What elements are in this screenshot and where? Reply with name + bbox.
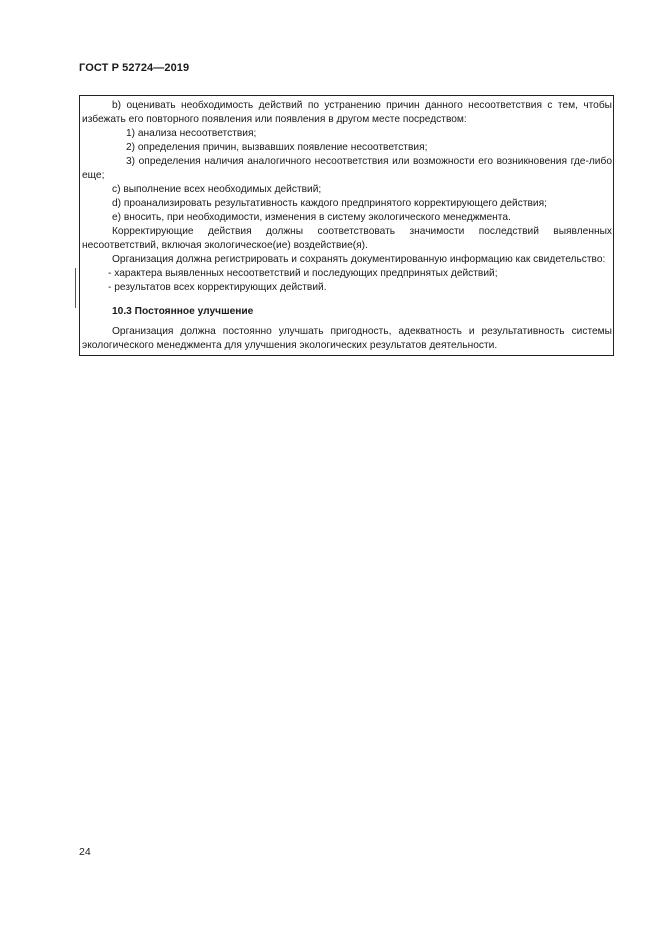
dash-item-2: - результатов всех корректирующих действий. bbox=[108, 282, 327, 293]
paragraph-d: d) проанализировать результативность каждого предпринятого корректирующего действия; bbox=[112, 198, 547, 209]
document-body bbox=[82, 99, 612, 353]
paragraph-improvement: Организация должна постоянно улучшать пригодность, адекватность и результативность системы экологического менеджмента для улучшения экологических результатов деятельности. bbox=[82, 326, 612, 351]
dash-item-1: - характера выявленных несоответствий и последующих предпринятых действий; bbox=[108, 268, 498, 279]
paragraph-b: b) оценивать необходимость действий по устранению причин данного несоответствия с тем, чтобы избежать его повторного появления или появления в другом месте посредством: bbox=[82, 100, 612, 125]
paragraph-e: e) вносить, при необходимости, изменения в систему экологического менеджмента. bbox=[112, 212, 511, 223]
list-item-2: 2) определения причин, вызвавших появление несоответствия; bbox=[126, 142, 428, 153]
document-header: ГОСТ Р 52724—2019 bbox=[79, 62, 190, 74]
paragraph-c: c) выполнение всех необходимых действий; bbox=[112, 184, 322, 195]
section-heading: 10.3 Постоянное улучшение bbox=[112, 306, 254, 317]
list-item-3: 3) определения наличия аналогичного несоответствия или возможности его возникновения где-либо еще; bbox=[82, 156, 612, 181]
page-number: 24 bbox=[79, 846, 91, 858]
list-item-1: 1) анализа несоответствия; bbox=[126, 128, 257, 139]
paragraph-corrective: Корректирующие действия должны соответствовать значимости последствий выявленных несоответствий, включая экологическое(ие) воздействие(я). bbox=[82, 226, 612, 251]
change-bar bbox=[75, 268, 76, 308]
paragraph-organization: Организация должна регистрировать и сохранять документированную информацию как свидетельство: bbox=[112, 254, 606, 265]
